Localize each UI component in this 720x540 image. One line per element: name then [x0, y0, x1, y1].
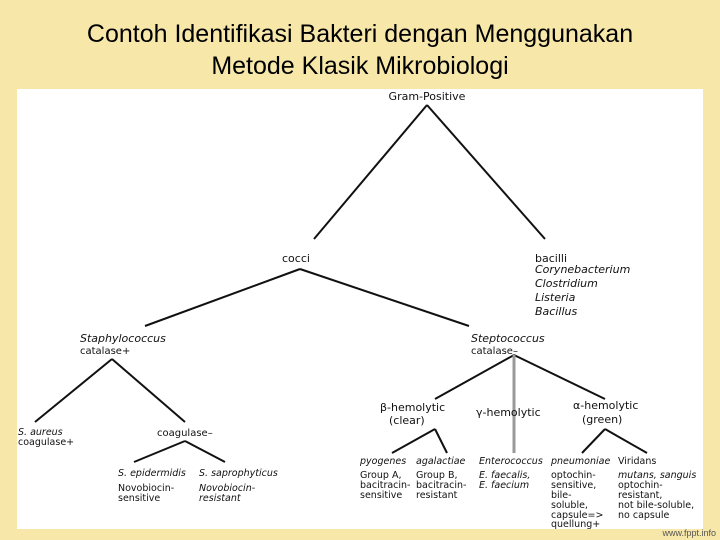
genus-clostridium: Clostridium [535, 277, 598, 290]
pneumoniae-line-4: soluble, [551, 500, 588, 511]
s-saprophyticus-note-2: resistant [199, 493, 241, 504]
genus-corynebacterium: Corynebacterium [535, 263, 631, 276]
beta-clear: (clear) [389, 414, 425, 427]
s-saprophyticus-note-1: Novobiocin- [199, 483, 256, 494]
slide-title [0, 18, 720, 82]
diagram-panel [17, 89, 703, 529]
pyogenes-line-1: Group A, [360, 470, 402, 481]
node-cocci: cocci [282, 252, 310, 265]
agalactiae-line-2: bacitracin- [416, 480, 467, 491]
viridans-line-1: mutans, sanguis [618, 470, 697, 481]
node-enterococcus: Enterococcus [479, 456, 543, 467]
node-streptococcus: Steptococcus [471, 332, 545, 345]
viridans-line-5: no capsule [618, 510, 670, 521]
node-s-epidermidis: S. epidermidis [118, 468, 186, 479]
pneumoniae-line-2: sensitive, [551, 480, 597, 491]
s-aureus-coagulase: coagulase+ [18, 437, 75, 448]
node-viridans: Viridans [618, 456, 657, 467]
bacteria-identification-tree [17, 89, 703, 529]
viridans-line-4: not bile-soluble, [618, 500, 695, 511]
title-line-2: Metode Klasik Mikrobiologi [211, 52, 509, 80]
node-staphylococcus: Staphylococcus [80, 332, 166, 345]
strep-catalase: catalase– [471, 346, 518, 357]
s-epidermidis-note-1: Novobiocin- [118, 483, 175, 494]
agalactiae-line-1: Group B, [416, 470, 458, 481]
node-bacilli: bacilli [535, 252, 567, 265]
species-group [359, 456, 696, 529]
node-s-aureus: S. aureus [18, 427, 63, 438]
pneumoniae-line-6: quellung+ [551, 519, 601, 529]
node-beta-hemolytic: β-hemolytic [380, 401, 446, 414]
agalactiae-line-3: resistant [416, 490, 458, 501]
genus-bacillus: Bacillus [535, 305, 578, 318]
title-line-1: Contoh Identifikasi Bakteri dengan Menggunakan [86, 20, 634, 48]
enterococcus-line-1: E. faecalis, [479, 470, 531, 481]
node-gamma-hemolytic: γ-hemolytic [476, 406, 541, 419]
node-agalactiae: agalactiae [416, 456, 466, 467]
node-coagulase-negative: coagulase– [157, 428, 213, 439]
viridans-line-3: resistant, [618, 490, 663, 501]
alpha-green: (green) [582, 413, 623, 426]
node-pneumoniae: pneumoniae [551, 456, 611, 467]
viridans-line-2: optochin- [618, 480, 663, 491]
enterococcus-line-2: E. faecium [479, 480, 530, 491]
node-alpha-hemolytic: α-hemolytic [573, 399, 639, 412]
staph-catalase: catalase+ [80, 346, 131, 357]
node-s-saprophyticus: S. saprophyticus [199, 468, 278, 479]
pneumoniae-line-3: bile- [551, 490, 572, 501]
genus-listeria: Listeria [535, 291, 576, 304]
pneumoniae-line-5: capsule=> [551, 510, 604, 521]
node-pyogenes: pyogenes [360, 456, 407, 467]
pneumoniae-line-1: optochin- [551, 470, 596, 481]
pyogenes-line-3: sensitive [360, 490, 403, 501]
pyogenes-line-2: bacitracin- [360, 480, 411, 491]
footer-url: www.fppt.info [662, 528, 716, 538]
node-gram-positive: Gram-Positive [388, 90, 466, 103]
s-epidermidis-note-2: sensitive [118, 493, 161, 504]
